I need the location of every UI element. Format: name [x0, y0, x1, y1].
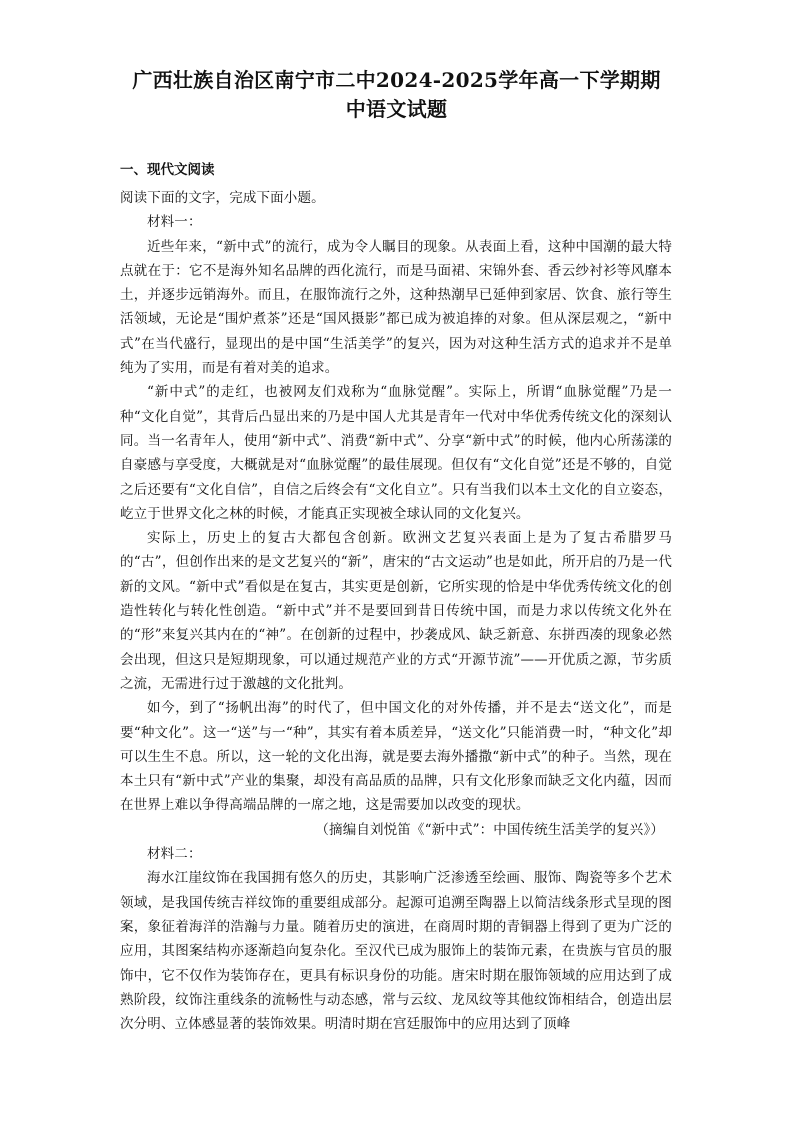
document-title	[60, 66, 733, 124]
material-1-paragraph: 近些年来，“新中式”的流行，成为令人瞩目的现象。从表面上看，这种中国潮的最大特点就在于：它不是海外知名品牌的西化流行，而是马面裙、宋锦外套、香云纱衬衫等风靡本土，并逐步远销海外。而且，在服饰流行之外，这种热潮早已延伸到家居、饮食、旅行等生活领域，无论是“围炉煮茶”还是“国风摄影”都已成为被追捧的对象。但从深层观之，“新中式”在当代盛行，显现出的是中国“生活美学”的复兴，因为对这种生活方式的追求并不是单纯为了实用，而是有着对美的追求。	[120, 238, 672, 377]
title-line-1: 广西壮族自治区南宁市二中2024-2025学年高一下学期期	[132, 68, 661, 92]
instruction-text: 阅读下面的文字，完成下面小题。	[120, 190, 325, 206]
material-1-paragraph: 实际上，历史上的复古大都包含创新。欧洲文艺复兴表面上是为了复古希腊罗马的“古”，但创作出来的是文艺复兴的“新”，唐宋的“古文运动”也是如此，所开启的乃是一代新的文风。“新中式”看似是在复古，其实更是创新，它所实现的恰是中华优秀传统文化的创造性转化与转化性创造。“新中式”并不是要回到昔日传统中国，而是力求以传统文化外在的“形”来复兴其内在的“神”。在创新的过程中，抄袭成风、缺乏新意、东拼西凑的现象必然会出现，但这只是短期现象，可以通过规范产业的方式“开源节流”——开优质之源，节劣质之流，无需进行过于激越的文化批判。	[120, 530, 672, 692]
section-heading: 一、现代文阅读	[120, 162, 215, 178]
material-1-paragraph: 如今，到了“扬帆出海”的时代了，但中国文化的对外传播，并不是去“送文化”，而是要“种文化”。这一“送”与一“种”，其实有着本质差异，“送文化”只能消费一时，“种文化”却可以生生不息。所以，这一轮的文化出海，就是要去海外播撒“新中式”的种子。当然，现在本土只有“新中式”产业的集聚，却没有高品质的品牌，只有文化形象而缺乏文化内蕴，因而在世界上难以争得高端品牌的一席之地，这是需要加以改变的现状。	[120, 700, 672, 814]
material-2-paragraph: 海水江崖纹饰在我国拥有悠久的历史，其影响广泛渗透至绘画、服饰、陶瓷等多个艺术领域，是我国传统吉祥纹饰的重要组成部分。起源可追溯至陶器上以简洁线条形式呈现的图案，象征着海洋的浩瀚与力量。随着历史的演进，在商周时期的青铜器上得到了更为广泛的应用，其图案结构亦逐渐趋向复杂化。至汉代已成为服饰上的装饰元素，在贵族与官员的服饰中，它不仅作为装饰存在，更具有标识身份的功能。唐宋时期在服饰领域的应用达到了成熟阶段，纹饰注重线条的流畅性与动态感，常与云纹、龙凤纹等其他纹饰相结合，创造出层次分明、立体感显著的装饰效果。明清时期在宫廷服饰中的应用达到了顶峰	[120, 870, 672, 1033]
title-line-2: 中语文试题	[345, 97, 448, 121]
reading-passage	[120, 186, 672, 1036]
material-1-label: 材料一：	[147, 214, 202, 231]
material-1-paragraph: “新中式”的走红，也被网友们戏称为“血脉觉醒”。实际上，所谓“血脉觉醒”乃是一种“文化自觉”，其背后凸显出来的乃是中国人尤其是青年一代对中华优秀传统文化的深刻认同。当一名青年人，使用“新中式”、消费“新中式”、分享“新中式”的时候，他内心所荡漾的自豪感与享受度，大概就是对“血脉觉醒”的最佳展现。但仅有“文化自觉”还是不够的，自觉之后还要有“文化自信”，自信之后终会有“文化自立”。只有当我们以本土文化的自立姿态，屹立于世界文化之林的时候，才能真正实现被全球认同的文化复兴。	[120, 384, 672, 522]
material-2-label: 材料二：	[147, 846, 202, 863]
material-1-source: （摘编自刘悦笛《“新中式”：中国传统生活美学的复兴》）	[315, 821, 664, 838]
